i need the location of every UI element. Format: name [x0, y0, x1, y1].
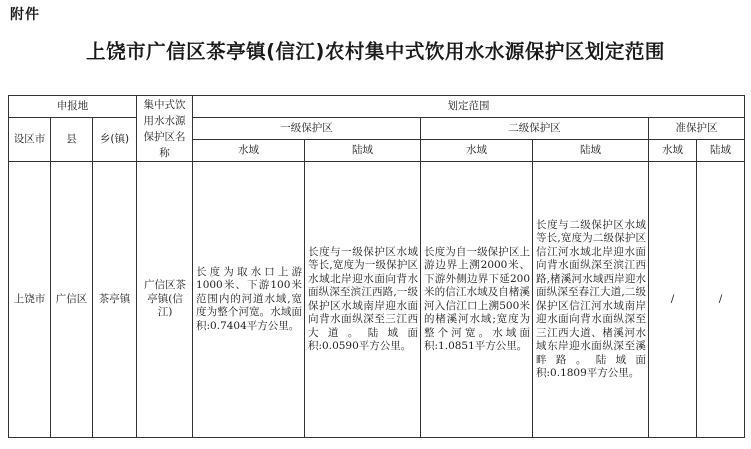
l2-water-header: 水域 — [421, 140, 533, 162]
level2-header: 二级保护区 — [421, 118, 649, 140]
l1-land-header: 陆域 — [305, 140, 421, 162]
header-row-2 — [9, 118, 745, 140]
county-header: 县 — [51, 118, 93, 162]
township-cell: 茶亭镇 — [93, 162, 137, 438]
area-name-header: 集中式饮用水水源保护区名称 — [137, 96, 193, 162]
protection-zone-table — [8, 95, 745, 438]
county-cell: 广信区 — [51, 162, 93, 438]
q-land-cell: / — [697, 162, 745, 438]
scope-header: 划定范围 — [193, 96, 745, 118]
declare-place-header: 申报地 — [9, 96, 137, 118]
l1-water-header: 水域 — [193, 140, 305, 162]
q-water-cell: / — [649, 162, 697, 438]
quasi-header: 准保护区 — [649, 118, 745, 140]
l1-water-cell: 长度为取水口上游1000米、下游100米范围内的河道水域,宽度为整个河宽。水域面积:0.7404平方公里。 — [193, 162, 305, 438]
l2-land-header: 陆域 — [533, 140, 649, 162]
attachment-label: 附件 — [10, 7, 40, 23]
q-water-header: 水域 — [649, 140, 697, 162]
area-name-cell: 广信区茶亭镇(信江) — [137, 162, 193, 438]
level1-header: 一级保护区 — [193, 118, 421, 140]
township-header: 乡(镇) — [93, 118, 137, 162]
header-row-1 — [9, 96, 745, 118]
l1-land-cell: 长度与一级保护区水域等长,宽度为一级保护区水域北岸迎水面向背水面纵深至滨江西路,一级保护区水域南岸迎水面向背水面纵深至三江西大道。陆域面积:0.0590平方公里。 — [305, 162, 421, 438]
l2-water-cell: 长度为自一级保护区上游边界上溯2000米、下游外侧边界下延200米的信江水域及自楮溪河入信江口上溯500米的楮溪河水域;宽度为整个河宽。水域面积:1.0851平方公里。 — [421, 162, 533, 438]
city-cell: 上饶市 — [9, 162, 51, 438]
l2-land-cell: 长度与二级保护区水域等长,宽度为二级保护区信江河水域北岸迎水面向背水面纵深至滨江西路,楮溪河水域西岸迎水面纵深至春江大道,二级保护区信江河水域南岸迎水面向背水面纵深至三江西大道、楮溪河水域东岸迎水面纵深至溪畔路。陆域面积:0.1809平方公里。 — [533, 162, 649, 438]
q-land-header: 陆域 — [697, 140, 745, 162]
city-header: 设区市 — [9, 118, 51, 162]
table-row — [9, 162, 745, 438]
document-title: 上饶市广信区茶亭镇(信江)农村集中式饮用水水源保护区划定范围 — [86, 40, 665, 63]
